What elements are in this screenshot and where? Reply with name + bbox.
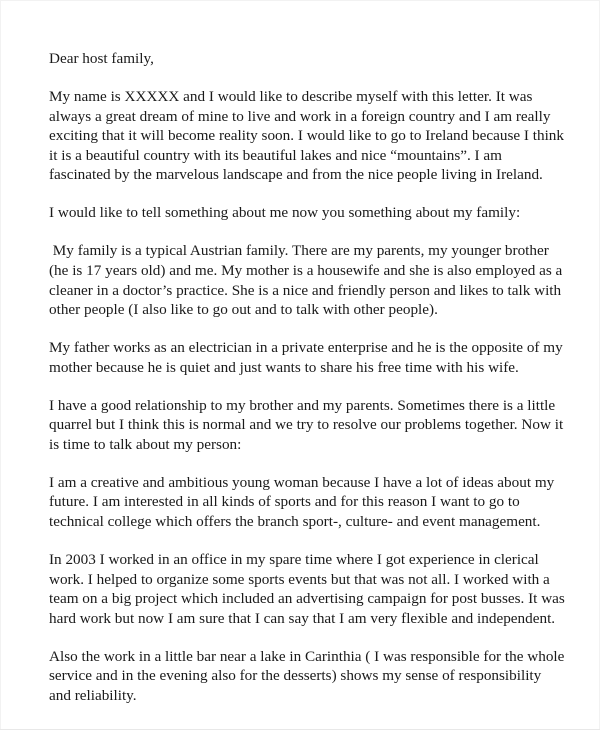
salutation: Dear host family, xyxy=(49,50,154,67)
paragraph-introduction: My name is XXXXX and I would like to describe myself with this letter. It was always a great dream of mine to live and work in a foreign country and I am really exciting that it will become reality soon. I would like to go to Ireland because I think it is a beautiful country with its beautiful lakes and nice “mountains”. I am fascinated by the marvelous landscape and from the nice people living in Ireland. xyxy=(49,87,564,184)
paragraph-work-experience: In 2003 I worked in an office in my spare time where I got experience in clerical work. I helped to organize some sports events but that was not all. I worked with a team on a big project which included an advertising campaign for post busses. It was hard work but now I am sure that I can say that I am very flexible and independent. xyxy=(49,551,565,627)
paragraph-father: My father works as an electrician in a private enterprise and he is the opposite of my mother because he is quiet and just wants to share his free time with his wife. xyxy=(49,339,563,376)
paragraph-bar-work: Also the work in a little bar near a lake in Carinthia ( I was responsible for the whole service and in the evening also for the desserts) shows my sense of responsibility and reliability. xyxy=(49,647,565,704)
paragraph-family-intro: I would like to tell something about me now you something about my family: xyxy=(49,204,521,222)
letter-body xyxy=(49,49,565,724)
paragraph-family: My family is a typical Austrian family. There are my parents, my younger brother (he is 17 years old) and me. My mother is a housewife and she is also employed as a cleaner in a doctor’s practice. She is a nice and friendly person and likes to talk with other people (I also like to go out and to talk with other people). xyxy=(49,242,563,319)
paragraph-personality: I am a creative and ambitious young woman because I have a lot of ideas about my future. I am interested in all kinds of sports and for this reason I want to go to technical college which offers the branch sport-, culture- and event management. xyxy=(49,473,555,531)
paragraph-relationship: I have a good relationship to my brother and my parents. Sometimes there is a little quarrel but I think this is normal and we try to resolve our problems together. Now it is time to talk about my person: xyxy=(49,396,564,453)
